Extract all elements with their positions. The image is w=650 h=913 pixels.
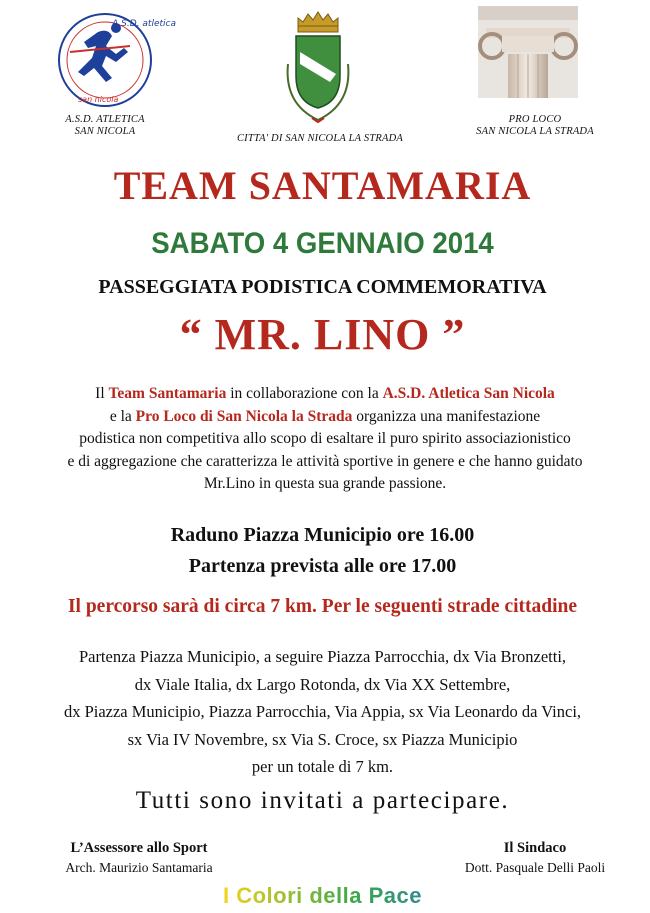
schedule [0, 520, 645, 582]
proloco-caption-line2: SAN NICOLA LA STRADA [476, 126, 594, 137]
route-heading: Il percorso sarà di circa 7 km. Per le seguenti strade cittadine [67, 596, 578, 617]
intro-text: Il [95, 385, 109, 402]
intro-line-5: Mr.Lino in questa sua grande passione. [203, 475, 447, 492]
route-line: per un totale di 7 km. [251, 757, 394, 776]
route-line: Partenza Piazza Municipio, a seguire Piazza Parrocchia, dx Via Bronzetti, [78, 647, 567, 666]
signature-role: Il Sindaco [503, 840, 567, 856]
route-line: dx Piazza Municipio, Piazza Parrocchia, Via Appia, sx Via Leonardo da Vinci, [63, 702, 582, 721]
intro-text: e la [109, 407, 136, 425]
proloco-column-logo [478, 6, 578, 98]
intro-line-4: e di aggregazione che caratterizza le attività sportive in genere e che hanno guidato [67, 452, 583, 470]
signature-name: Arch. Maurizio Santamaria [65, 860, 213, 875]
proloco-name-highlight: Pro Loco di San Nicola la Strada [135, 407, 353, 425]
atletica-caption-line2: SAN NICOLA [74, 126, 136, 137]
comune-caption: CITTA' DI SAN NICOLA LA STRADA [236, 133, 404, 144]
partenza-time: Partenza prevista alle ore 17.00 [188, 555, 457, 577]
route-description [10, 643, 635, 781]
intro-line-1 [40, 383, 610, 406]
event-name: “ MR. LINO ” [179, 310, 466, 359]
signature-sindaco [420, 838, 650, 878]
footer-slogan-text: I Colori della Pace [222, 883, 422, 908]
proloco-caption-line1: PRO LOCO [508, 114, 562, 125]
comune-coat-of-arms [278, 4, 358, 128]
atletica-logo-text-bottom: san nicola [78, 95, 119, 104]
invitation-text: Tutti sono invitati a partecipare. [135, 787, 510, 814]
intro-text: organizza una manifestazione [352, 407, 541, 425]
team-title: TEAM SANTAMARIA [113, 163, 532, 208]
event-date: SABATO 4 GENNAIO 2014 [151, 227, 494, 260]
atletica-logo [50, 10, 176, 110]
atletica-caption [40, 114, 170, 138]
atletica-logo-text-top: A.S.D. atletica [112, 19, 176, 29]
team-name-highlight: Team Santamaria [108, 385, 227, 402]
route-line: dx Viale Italia, dx Largo Rotonda, dx Via XX Settembre, [134, 674, 511, 694]
raduno-time: Raduno Piazza Municipio ore 16.00 [170, 524, 475, 546]
signature-assessore [24, 838, 254, 878]
proloco-caption [440, 114, 630, 138]
intro-line-2 [40, 406, 610, 429]
signature-name: Dott. Pasquale Delli Paoli [464, 860, 606, 875]
atletica-caption-line1: A.S.D. ATLETICA [65, 114, 145, 125]
intro-paragraph [40, 383, 610, 496]
footer-slogan [0, 882, 645, 910]
asd-name-highlight: A.S.D. Atletica San Nicola [382, 385, 555, 402]
route-line: sx Via IV Novembre, sx Via S. Croce, sx Piazza Municipio [127, 729, 518, 749]
signature-role: L’Assessore allo Sport [70, 840, 208, 856]
intro-text: in collaborazione con la [226, 385, 383, 402]
event-subtitle: PASSEGGIATA PODISTICA COMMEMORATIVA [98, 276, 547, 298]
intro-line-3: podistica non competitiva allo scopo di esaltare il puro spirito associazionistico [79, 430, 571, 447]
